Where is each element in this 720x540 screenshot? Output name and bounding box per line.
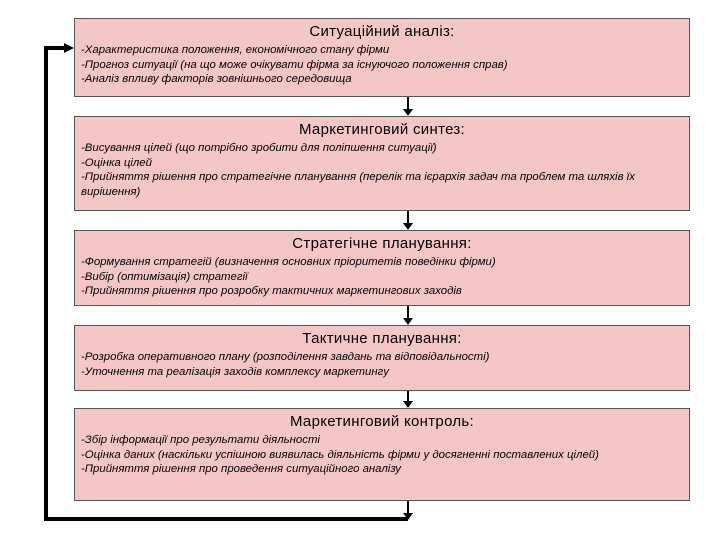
feedback-arrowhead: [64, 43, 74, 53]
down-arrow-3: [403, 305, 413, 325]
stage-marketing-synthesis: [74, 116, 690, 211]
stage-item: -Прийняття рішення про стратегічне планування (перелік та ієрархія задач та проблем та шляхів їх вирішення): [81, 171, 635, 198]
stage-item: -Формування стратегій (визначення основних пріоритетів поведінки фірми): [81, 256, 496, 268]
stage-strategic-planning: [74, 230, 690, 306]
stage-item: -Характеристика положення, економічного стану фірми: [81, 44, 390, 56]
stage-item: -Оцінка даних (наскільки успішною виявилась діяльність фірми у досягненні поставлених цілей): [81, 448, 599, 461]
down-arrow-4: [403, 390, 413, 408]
stage-item: -Збір інформації про результати діяльності: [81, 434, 320, 446]
stage-tactical-planning: [74, 325, 690, 391]
stage-item: -Уточнення та реалізація заходів комплексу маркетингу: [81, 365, 389, 378]
stage-situational-analysis: [74, 18, 690, 97]
stage-title: Маркетинговий контроль:: [289, 413, 475, 430]
stage-title: Стратегічне планування:: [292, 235, 472, 252]
stage-item: -Вибір (оптимізація) стратегії: [81, 270, 248, 283]
stage-title: Тактичне планування:: [302, 330, 462, 347]
stage-title: Ситуаційний аналіз:: [309, 23, 455, 40]
down-arrow-2: [403, 210, 413, 230]
stage-item: -Прийняття рішення про проведення ситуаційного аналізу: [81, 463, 401, 476]
stage-item: -Оцінка цілей: [81, 156, 152, 169]
stage-marketing-control: [74, 408, 690, 501]
stage-item: -Розробка оперативного плану (розподілення завдань та відповідальності): [81, 351, 490, 363]
stage-title: Маркетинговий синтез:: [298, 121, 466, 138]
stage-item: -Прогноз ситуації (на що може очікувати фірма за існуючого положення справ): [81, 58, 508, 71]
stage-item: -Прийняття рішення про розробку тактичних маркетингових заходів: [81, 285, 462, 298]
stage-item: -Висування цілей (що потрібно зробити для поліпшення ситуації): [81, 142, 437, 154]
down-arrow-1: [403, 96, 413, 116]
stage-item: -Аналіз впливу факторів зовнішнього середовища: [81, 73, 352, 86]
